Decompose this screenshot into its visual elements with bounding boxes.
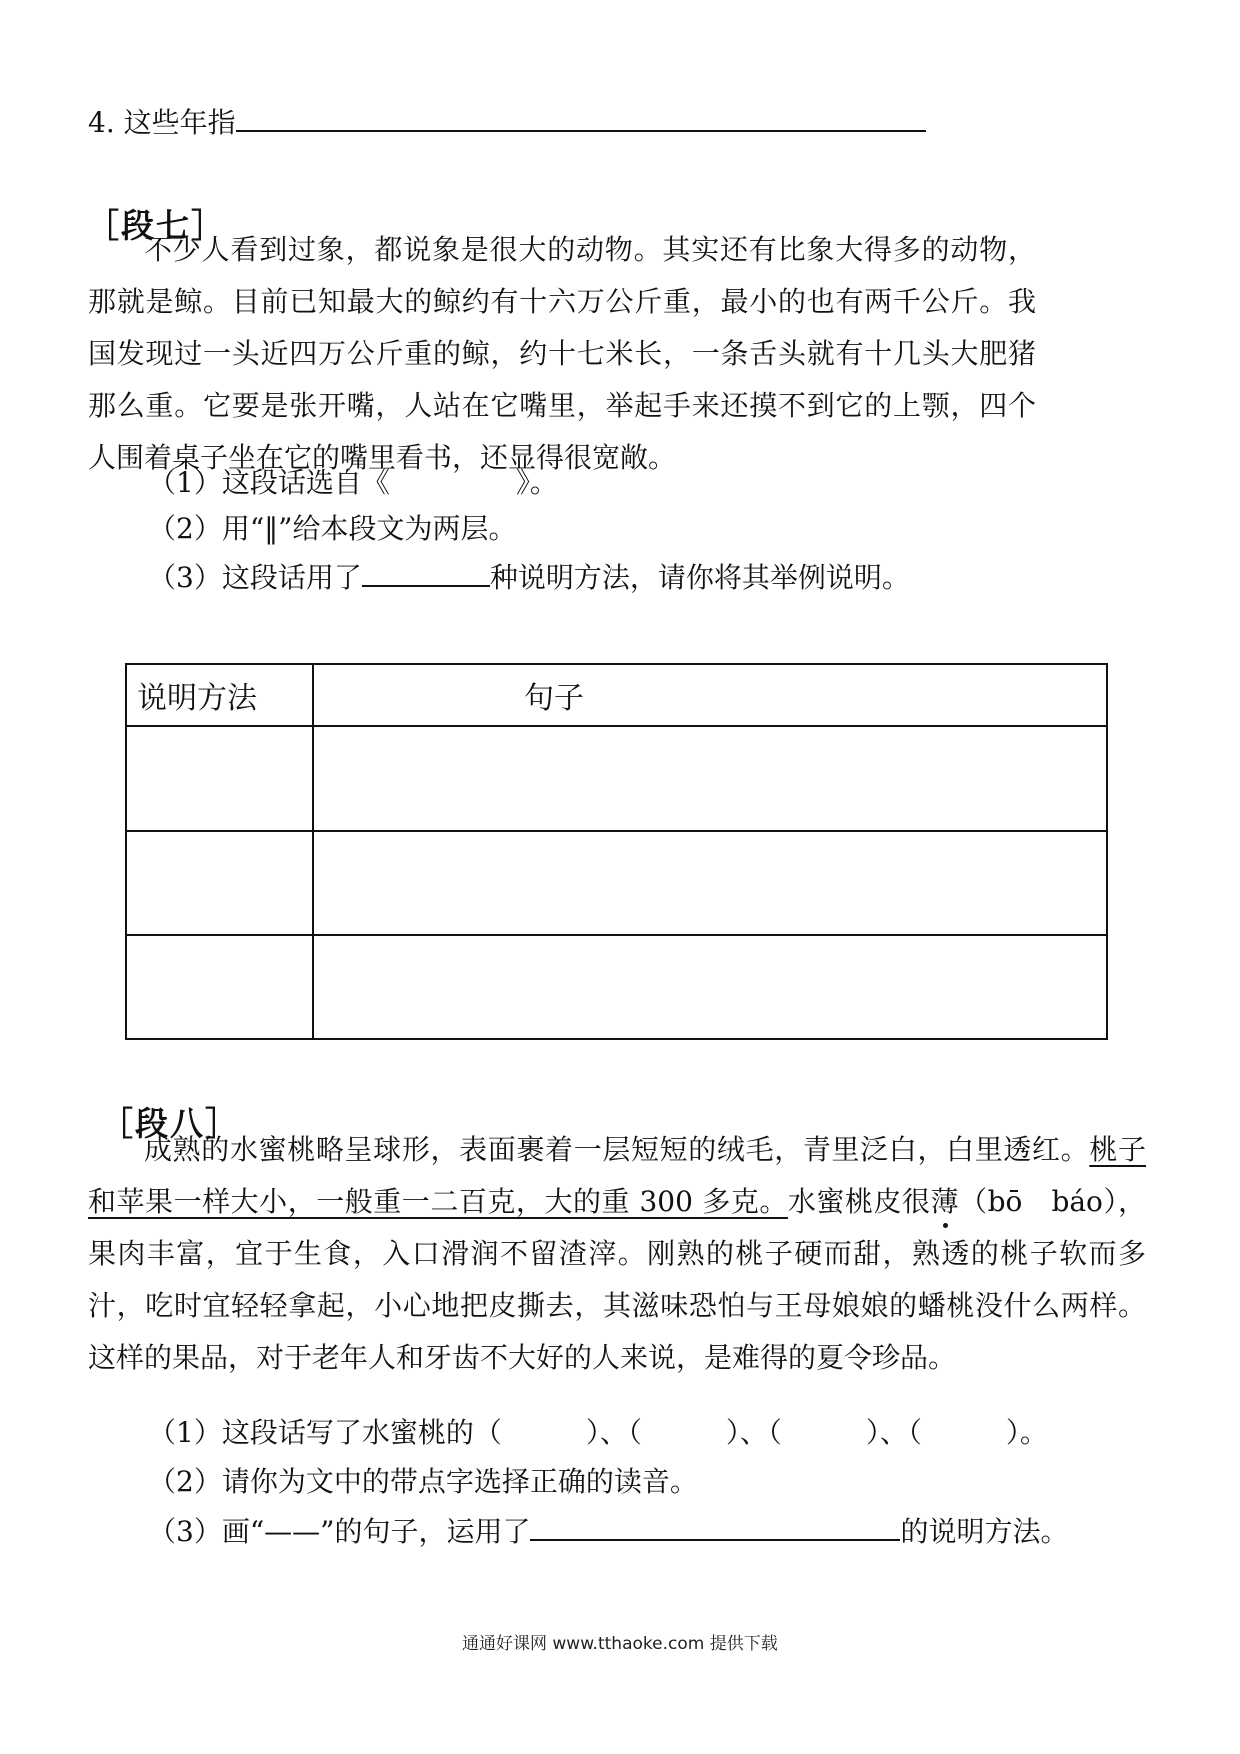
pinyin-options: （bō báo）， [959, 1185, 1146, 1218]
question-text: 种说明方法，请你将其举例说明。 [489, 561, 910, 594]
table-row [126, 726, 1107, 831]
method-cell[interactable] [126, 831, 313, 935]
section-7-question-2: （2）用“‖”给本段文为两层。 [148, 512, 517, 545]
paragraph-text: 成熟的水蜜桃略呈球形，表面裹着一层短短的绒毛，青里泛白，白里透红。 [144, 1133, 1090, 1166]
sentence-cell[interactable] [313, 831, 1107, 935]
dotted-character: 薄 [930, 1185, 960, 1218]
question-text: 》。 [515, 466, 558, 499]
section-8-question-2: （2）请你为文中的带点字选择正确的读音。 [148, 1465, 698, 1498]
answer-blank[interactable] [362, 559, 490, 587]
section-7-question-3 [148, 559, 910, 595]
question-4-label: 4. 这些年指 [88, 106, 236, 139]
answer-blank[interactable] [236, 104, 926, 132]
footer-text: 通通好课网 www.tthaoke.com 提供下载 [462, 1634, 778, 1654]
question-text: （3）这段话用了 [148, 561, 362, 594]
section-7-heading: ［段七］ [86, 206, 226, 245]
table-row [126, 935, 1107, 1039]
paragraph-text: 水蜜桃皮很 [787, 1185, 931, 1218]
table-row [126, 831, 1107, 935]
table-header-row [126, 664, 1107, 726]
method-cell[interactable] [126, 935, 313, 1039]
section-8-heading: ［段八］ [100, 1104, 240, 1143]
underlined-sentence: 桃子和苹果一样大小，一般重一二百克，大的重 300 多克。 [88, 1133, 1146, 1218]
question-4 [88, 104, 926, 140]
section-8-paragraph [88, 1124, 1146, 1384]
header-sentence: 句子 [313, 664, 1107, 726]
sentence-cell[interactable] [313, 726, 1107, 831]
section-8-question-1: （1）这段话写了水蜜桃的（ ）、（ ）、（ ）、（ ）。 [148, 1416, 1048, 1449]
section-7-paragraph: 不少人看到过象，都说象是很大的动物。其实还有比象大得多的动物，那就是鲸。目前已知最大的鲸约有十六万公斤重，最小的也有两千公斤。我国发现过一头近四万公斤重的鲸，约十七米长，一条舌头就有十几头大肥猪那么重。它要是张开嘴，人站在它嘴里，举起手来还摸不到它的上颚，四个人围着桌子坐在它的嘴里看书，还显得很宽敞。 [88, 233, 1036, 474]
answer-blank[interactable] [530, 1513, 900, 1541]
section-8-question-3 [148, 1513, 1068, 1549]
methods-table [125, 663, 1108, 1040]
section-7-question-1 [148, 466, 558, 500]
paragraph-text: 果肉丰富，宜于生食，入口滑润不留渣滓。刚熟的桃子硬而甜，熟透的桃子软而多汁，吃时宜轻轻拿起，小心地把皮撕去，其滋味恐怕与王母娘娘的蟠桃没什么两样。这样的果品，对于老年人和牙齿不大好的人来说，是难得的夏令珍品。 [88, 1237, 1146, 1374]
method-cell[interactable] [126, 726, 313, 831]
sentence-cell[interactable] [313, 935, 1107, 1039]
question-text: （1）这段话选自《 [148, 466, 390, 499]
question-text: （3）画“——”的句子，运用了 [148, 1515, 531, 1548]
question-text: 的说明方法。 [900, 1515, 1069, 1548]
header-method: 说明方法 [126, 664, 313, 726]
